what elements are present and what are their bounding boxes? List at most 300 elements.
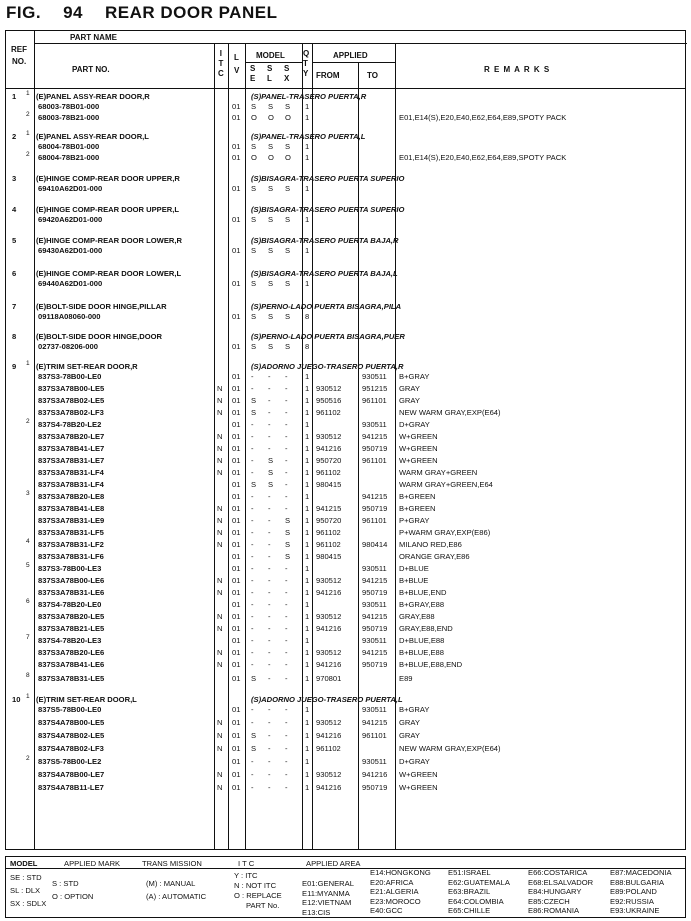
applied-to: 950719 — [362, 660, 388, 669]
qty: 1 — [305, 516, 310, 525]
model-sl: - — [268, 648, 271, 657]
remarks: NEW WARM GRAY,EXP(E64) — [399, 408, 501, 417]
model-sl: - — [268, 420, 271, 429]
model-se: - — [251, 432, 254, 441]
table-row — [6, 673, 685, 685]
remarks: ORANGE GRAY,E86 — [399, 552, 470, 561]
from-header: FROM — [316, 71, 340, 80]
model-sl: - — [268, 636, 271, 645]
applied-to: 950719 — [362, 588, 388, 597]
area-code: E64:COLOMBIA — [448, 896, 504, 906]
model-se: - — [251, 540, 254, 549]
part-number: 837S3A78B31-LE7 — [38, 456, 105, 465]
legend-trans-items: (M) : MANUAL (A) : AUTOMATIC — [146, 879, 207, 901]
model-se: S — [251, 744, 257, 753]
applied-header: APPLIED — [333, 51, 368, 60]
model-sl: - — [268, 660, 271, 669]
itc-flag: N — [217, 783, 223, 792]
part-number: 68004-78B01-000 — [38, 142, 100, 151]
itc-flag: N — [217, 504, 223, 513]
model-sl: O — [268, 113, 274, 122]
qty: 1 — [305, 757, 310, 766]
part-number: 837S3A78B00-LE6 — [38, 576, 105, 585]
spanish-name: (S)PERNO-LADO PUERTA BISAGRA,PILA — [251, 302, 402, 311]
model-sx: - — [285, 705, 288, 714]
applied-to: 941215 — [362, 432, 388, 441]
area-code: E12:VIETNAM — [302, 898, 352, 907]
lv-code: 01 — [232, 279, 241, 288]
qty: 1 — [305, 113, 310, 122]
model-sx: S — [285, 312, 291, 321]
no-header: NO. — [12, 57, 27, 66]
remarks: B+BLUE — [399, 576, 429, 585]
model-sl: - — [268, 492, 271, 501]
itc-flag: N — [217, 468, 223, 477]
part-number: 837S3A78B20-LE7 — [38, 432, 105, 441]
part-number: 69420A62D01-000 — [38, 215, 103, 224]
applied-from: 930512 — [316, 770, 342, 779]
model-se: S — [251, 674, 257, 683]
table-row — [6, 743, 685, 755]
area-code: E66:COSTARICA — [528, 868, 588, 877]
model-sx: - — [285, 588, 288, 597]
part-no-header: PART NO. — [72, 65, 110, 74]
model-se: - — [251, 660, 254, 669]
table-row — [6, 647, 685, 659]
table-row — [6, 311, 685, 323]
area-code: E23:MOROCO — [370, 896, 421, 906]
model-se: - — [251, 444, 254, 453]
area-code: E93:UKRAINE — [610, 906, 660, 915]
lv-code: 01 — [232, 588, 241, 597]
applied-from: 961102 — [316, 408, 341, 417]
part-number: 837S3A78B20-LE5 — [38, 612, 105, 621]
model-sl: - — [268, 612, 271, 621]
applied-to: 950719 — [362, 504, 388, 513]
itc-flag: N — [217, 612, 223, 621]
qty: 1 — [305, 456, 310, 465]
model-sx: - — [285, 480, 288, 489]
model-se: - — [251, 770, 254, 779]
table-row — [6, 383, 685, 395]
spanish-name: (S)BISAGRA-TRASERO PUERTA BAJA,L — [251, 269, 398, 278]
model-se: S — [251, 342, 257, 351]
model-sx: - — [285, 396, 288, 405]
english-name: (E)TRIM SET-REAR DOOR,L — [36, 695, 137, 704]
applied-to: 930511 — [362, 420, 387, 429]
remarks: WARM GRAY+GREEN — [399, 468, 478, 477]
qty: 1 — [305, 648, 310, 657]
model-sl: - — [268, 444, 271, 453]
area-code: E20:AFRICA — [370, 877, 414, 887]
model-sl: S — [268, 246, 274, 255]
model-sl: - — [268, 624, 271, 633]
part-number: 68003-78B01-000 — [38, 102, 100, 111]
lv-code: 01 — [232, 480, 241, 489]
applied-from: 970801 — [316, 674, 342, 683]
qty: 1 — [305, 468, 310, 477]
model-sl: - — [268, 432, 271, 441]
model-sx: - — [285, 636, 288, 645]
part-number: 837S4A78B11-LE7 — [38, 783, 104, 792]
model-sl: S — [268, 480, 274, 489]
area-code: E13:CIS — [302, 907, 331, 917]
ref-number: 8 — [12, 332, 17, 341]
legend-trans-title: TRANS MISSION — [142, 859, 202, 868]
part-number: 837S4A78B02-LE5 — [38, 731, 105, 740]
applied-from: 980415 — [316, 480, 342, 489]
area-code: E87:MACEDONIA — [610, 868, 672, 877]
sub-number: 2 — [26, 151, 30, 158]
table-row — [6, 515, 685, 527]
model-sl: - — [268, 540, 271, 549]
model-sx: - — [285, 384, 288, 393]
model-sl: - — [268, 564, 271, 573]
model-sl: - — [268, 600, 271, 609]
model-sl: - — [268, 783, 271, 792]
itc-flag: N — [217, 432, 223, 441]
model-sx: - — [285, 420, 288, 429]
table-row — [6, 539, 685, 551]
model-se: S — [251, 408, 257, 417]
table-row — [6, 152, 685, 164]
model-se: - — [251, 624, 254, 633]
qty: 1 — [305, 504, 310, 513]
qty: 1 — [305, 153, 310, 162]
model-sl: - — [268, 757, 271, 766]
itc-flag: N — [217, 444, 223, 453]
table-row — [6, 455, 685, 467]
model-sl: - — [268, 576, 271, 585]
ref-number: 2 — [12, 132, 17, 141]
part-number: 69410A62D01-000 — [38, 184, 103, 193]
model-se: - — [251, 516, 254, 525]
ref-number: 4 — [12, 205, 17, 214]
model-se: S — [251, 312, 257, 321]
lv-code: 01 — [232, 783, 241, 792]
itc-flag: N — [217, 770, 223, 779]
table-row — [6, 395, 685, 407]
part-number: 837S3A78B31-LF6 — [38, 552, 104, 561]
model-sx: S — [285, 516, 291, 525]
part-number: 837S3A78B31-LF5 — [38, 528, 104, 537]
model-se: - — [251, 757, 254, 766]
applied-to: 951215 — [362, 384, 388, 393]
model-se: - — [251, 612, 254, 621]
lv-code: 01 — [232, 184, 241, 193]
lv-code: 01 — [232, 420, 241, 429]
remarks: D+GRAY — [399, 420, 430, 429]
model-sl: S — [268, 279, 274, 288]
applied-to: 950719 — [362, 444, 388, 453]
remarks: B+BLUE,E88 — [399, 648, 444, 657]
applied-from: 941216 — [316, 731, 342, 740]
model-sx: - — [285, 456, 288, 465]
lv-code: 01 — [232, 744, 241, 753]
table-row — [6, 214, 685, 226]
table-row — [6, 635, 685, 647]
area-code: E14:HONGKONG — [370, 868, 431, 877]
applied-from: 941216 — [316, 660, 342, 669]
part-number: 837S3A78B20-LE6 — [38, 648, 105, 657]
model-sl: - — [268, 396, 271, 405]
part-number: 837S3A78B41-LE7 — [38, 444, 105, 453]
remarks: E01,E14(S),E20,E40,E62,E64,E89,SPOTY PACK — [399, 153, 567, 162]
itc-flag: N — [217, 648, 223, 657]
table-row — [6, 371, 685, 383]
spanish-name: (S)PERNO-LADO PUERTA BISAGRA,PUER — [251, 332, 405, 341]
model-se: - — [251, 718, 254, 727]
english-name: (E)HINGE COMP-REAR DOOR LOWER,L — [36, 269, 182, 278]
legend-itc-title: I T C — [238, 859, 255, 868]
model-sl: - — [268, 770, 271, 779]
qty: 1 — [305, 770, 310, 779]
applied-from: 941216 — [316, 444, 342, 453]
english-name: (E)BOLT-SIDE DOOR HINGE,PILLAR — [36, 302, 167, 311]
itc-flag: N — [217, 624, 223, 633]
applied-from: 941216 — [316, 624, 342, 633]
part-number: 837S3A78B31-LE6 — [38, 588, 105, 597]
table-row — [6, 599, 685, 611]
part-number: 02737-08206-000 — [38, 342, 98, 351]
applied-to: 930511 — [362, 705, 387, 714]
area-code: E63:BRAZIL — [448, 887, 491, 896]
area-code: E68:ELSALVADOR — [528, 877, 594, 887]
model-se: - — [251, 783, 254, 792]
applied-from: 930512 — [316, 612, 342, 621]
part-number: 837S3A78B31-LF4 — [38, 468, 104, 477]
itc-flag: N — [217, 718, 223, 727]
lv-code: 01 — [232, 246, 241, 255]
model-sl: S — [268, 312, 274, 321]
remarks: WARM GRAY+GREEN,E64 — [399, 480, 493, 489]
english-name: (E)PANEL ASSY-REAR DOOR,L — [36, 132, 149, 141]
part-number: 837S3A78B20-LE8 — [38, 492, 105, 501]
applied-to: 941216 — [362, 770, 388, 779]
model-se: - — [251, 576, 254, 585]
spanish-name: (S)PANEL-TRASERO PUERTA,R — [251, 92, 367, 101]
model-sx: - — [285, 660, 288, 669]
lv-code: 01 — [232, 624, 241, 633]
lv-code: 01 — [232, 102, 241, 111]
applied-to: 941215 — [362, 492, 388, 501]
fig-label: FIG. — [6, 3, 42, 22]
model-sx: - — [285, 612, 288, 621]
table-row — [6, 341, 685, 353]
legend-applied-title: APPLIED MARK — [64, 859, 121, 868]
model-sl: - — [268, 731, 271, 740]
model-sl: - — [268, 516, 271, 525]
remarks: GRAY — [399, 731, 420, 740]
model-sl: - — [268, 588, 271, 597]
part-number: 837S3A78B31-LE5 — [38, 674, 105, 683]
english-name: (E)HINGE COMP-REAR DOOR LOWER,R — [36, 236, 182, 245]
remarks: B+BLUE,E88,END — [399, 660, 463, 669]
model-sx: - — [285, 600, 288, 609]
applied-from: 930512 — [316, 718, 342, 727]
lv-code: 01 — [232, 153, 241, 162]
applied-to: 930511 — [362, 636, 387, 645]
table-row — [6, 278, 685, 290]
applied-to: 941215 — [362, 648, 388, 657]
part-name-header: PART NAME — [70, 33, 117, 42]
model-sx: S — [285, 279, 291, 288]
spanish-name: (S)BISAGRA-TRASERO PUERTA SUPERIO — [251, 174, 405, 183]
table-row — [6, 443, 685, 455]
sub-number: 5 — [26, 562, 30, 569]
model-sx: - — [285, 624, 288, 633]
qty: 1 — [305, 420, 310, 429]
model-sl: - — [268, 705, 271, 714]
part-number: 837S3A78B31-LE9 — [38, 516, 105, 525]
itc-flag: N — [217, 456, 223, 465]
qty: 1 — [305, 408, 310, 417]
model-sx: - — [285, 744, 288, 753]
itc-flag: N — [217, 384, 223, 393]
ref-number: 7 — [12, 302, 17, 311]
model-sl: S — [268, 456, 274, 465]
model-se: - — [251, 648, 254, 657]
lv-code: 01 — [232, 456, 241, 465]
part-number: 837S3-78B00-LE3 — [38, 564, 102, 573]
applied-from: 930512 — [316, 648, 342, 657]
part-number: 837S3A78B41-LE8 — [38, 504, 105, 513]
model-sx: - — [285, 648, 288, 657]
remarks: E01,E14(S),E20,E40,E62,E64,E89,SPOTY PACK — [399, 113, 567, 122]
lv-code: 01 — [232, 705, 241, 714]
ref-number: 3 — [12, 174, 17, 183]
parts-table — [5, 30, 686, 850]
model-se: S — [251, 142, 257, 151]
ref-number: 9 — [12, 362, 17, 371]
qty: 1 — [305, 396, 310, 405]
qty-header: Q T Y — [303, 49, 310, 78]
lv-code: 01 — [232, 600, 241, 609]
itc-flag: N — [217, 576, 223, 585]
table-row — [6, 245, 685, 257]
model-sx: - — [285, 492, 288, 501]
area-code: E85:CZECH — [528, 896, 570, 906]
area-code: E11:MYANMA — [302, 888, 350, 898]
model-se: S — [251, 279, 257, 288]
model-sx: S — [285, 102, 291, 111]
area-code: E92:RUSSIA — [610, 896, 654, 906]
model-se: - — [251, 456, 254, 465]
lv-header: L V — [234, 53, 240, 75]
qty: 8 — [305, 342, 310, 351]
ref-number: 5 — [12, 236, 17, 245]
model-sx: S — [285, 540, 291, 549]
part-number: 837S3A78B41-LE6 — [38, 660, 105, 669]
english-name: (E)PANEL ASSY-REAR DOOR,R — [36, 92, 150, 101]
lv-code: 01 — [232, 372, 241, 381]
lv-code: 01 — [232, 576, 241, 585]
qty: 1 — [305, 674, 310, 683]
fig-number: 94 — [63, 3, 83, 22]
sub-number: 1 — [26, 130, 30, 137]
model-sl-header: S L — [267, 64, 273, 83]
remarks: W+GREEN — [399, 456, 438, 465]
applied-to: 930511 — [362, 757, 387, 766]
sub-number: 3 — [26, 490, 30, 497]
table-row — [6, 623, 685, 635]
itc-flag: N — [217, 528, 223, 537]
lv-code: 01 — [232, 504, 241, 513]
applied-from: 950516 — [316, 396, 342, 405]
table-row — [6, 769, 685, 781]
part-number: 837S4A78B00-LE5 — [38, 718, 105, 727]
remarks: MILANO RED,E86 — [399, 540, 462, 549]
applied-from: 930512 — [316, 576, 342, 585]
applied-to: 941215 — [362, 576, 388, 585]
model-sx: O — [285, 153, 291, 162]
itc-flag: N — [217, 516, 223, 525]
part-number: 837S5-78B00-LE0 — [38, 705, 102, 714]
model-se: - — [251, 564, 254, 573]
model-sl: S — [268, 215, 274, 224]
model-sl: S — [268, 184, 274, 193]
model-sl: - — [268, 408, 271, 417]
sub-number: 1 — [26, 360, 30, 367]
lv-code: 01 — [232, 648, 241, 657]
lv-code: 01 — [232, 215, 241, 224]
itc-flag: N — [217, 540, 223, 549]
applied-to: 950719 — [362, 783, 388, 792]
itc-flag: N — [217, 731, 223, 740]
area-code: E40:GCC — [370, 906, 403, 915]
legend-model-title: MODEL — [10, 859, 38, 868]
model-sl: - — [268, 504, 271, 513]
model-sx: S — [285, 342, 291, 351]
applied-from: 961102 — [316, 540, 341, 549]
model-sx: - — [285, 444, 288, 453]
model-sx: S — [285, 552, 291, 561]
sub-number: 7 — [26, 634, 30, 641]
applied-from: 941216 — [316, 783, 342, 792]
model-sx: S — [285, 142, 291, 151]
sub-number: 4 — [26, 538, 30, 545]
legend-box — [5, 856, 686, 918]
lv-code: 01 — [232, 636, 241, 645]
model-se: S — [251, 480, 257, 489]
model-se: S — [251, 246, 257, 255]
qty: 1 — [305, 600, 310, 609]
table-row — [6, 431, 685, 443]
model-sl: - — [268, 384, 271, 393]
lv-code: 01 — [232, 396, 241, 405]
model-se: O — [251, 153, 257, 162]
lv-code: 01 — [232, 770, 241, 779]
model-sx: O — [285, 113, 291, 122]
table-row — [6, 183, 685, 195]
lv-code: 01 — [232, 552, 241, 561]
table-row — [6, 611, 685, 623]
applied-from: 961102 — [316, 468, 341, 477]
lv-code: 01 — [232, 492, 241, 501]
lv-code: 01 — [232, 444, 241, 453]
lv-code: 01 — [232, 408, 241, 417]
sub-number: 2 — [26, 111, 30, 118]
part-number: 68003-78B21-000 — [38, 113, 100, 122]
model-sx: - — [285, 731, 288, 740]
qty: 1 — [305, 718, 310, 727]
part-number: 837S3A78B02-LE5 — [38, 396, 105, 405]
model-sl: - — [268, 372, 271, 381]
qty: 1 — [305, 731, 310, 740]
legend-itc-items: Y : ITC N : NOT ITC O : REPLACE PART No. — [234, 871, 282, 910]
lv-code: 01 — [232, 718, 241, 727]
model-sx: - — [285, 770, 288, 779]
